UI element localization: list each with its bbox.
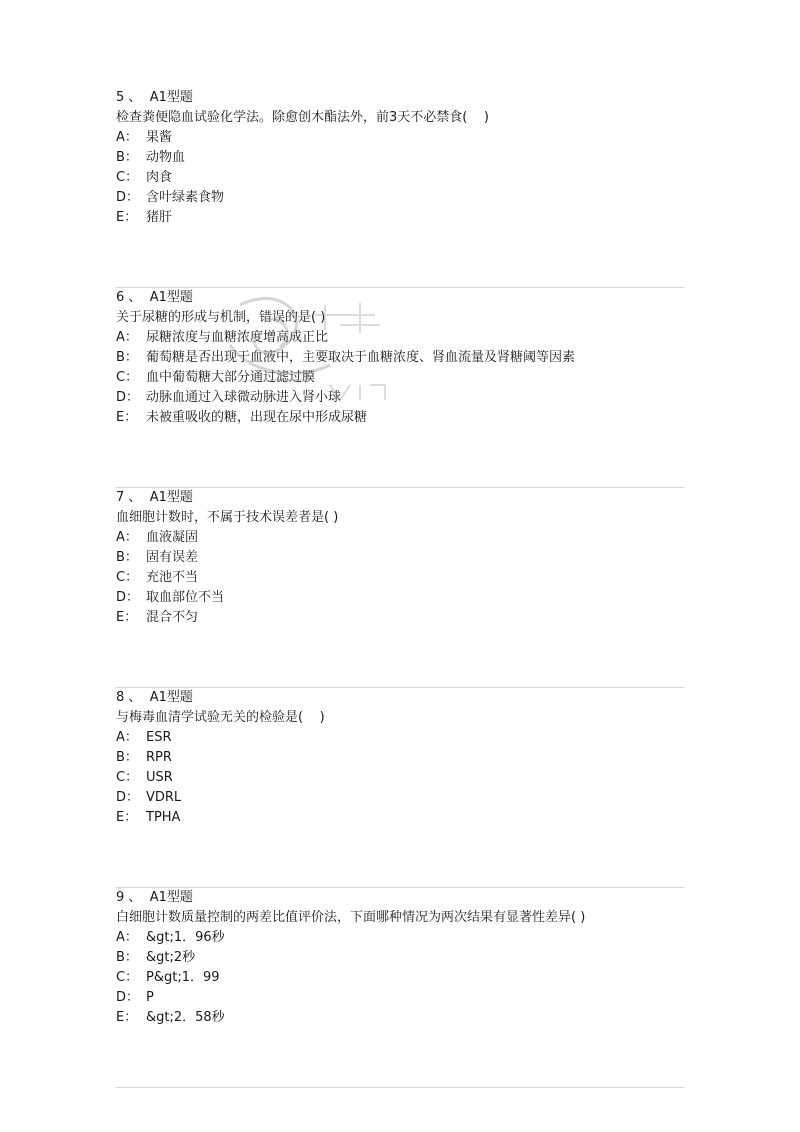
question-separator: 、 [128,90,142,105]
question-number: 9 [116,890,125,905]
option-letter: C： [116,970,139,985]
question-separator: 、 [128,690,142,705]
question-separator: 、 [128,490,142,505]
option-text: RPR [146,750,172,765]
option-b [116,548,224,568]
option-d [116,588,224,608]
option-text: 血液凝固 [146,530,199,545]
question-type: A1型题 [149,90,193,105]
question-text: 检查粪便隐血试验化学法。除愈创木酯法外，前3天不必禁食( ) [116,110,489,125]
option-letter: A： [116,530,138,545]
option-b [116,148,224,168]
option-text: 混合不匀 [146,610,199,625]
option-letter: C： [116,770,139,785]
option-d [116,188,224,208]
option-b [116,948,225,968]
option-list [116,528,224,628]
option-c [116,968,225,988]
question-text: 与梅毒血清学试验无关的检验是( ) [116,710,325,725]
question-header [116,288,193,308]
question-6 [116,288,684,488]
question-type: A1型题 [149,290,193,305]
option-e [116,808,181,828]
option-letter: E： [116,410,138,425]
option-list [116,728,181,828]
option-letter: B： [116,350,138,365]
option-letter: C： [116,370,139,385]
option-text: &gt;2．58秒 [146,1010,225,1025]
option-e [116,608,224,628]
question-number: 6 [116,290,125,305]
option-a [116,128,224,148]
question-text: 血细胞计数时，不属于技术误差者是( ) [116,510,339,525]
option-text: 尿糖浓度与血糖浓度增高成正比 [146,330,329,345]
option-d [116,788,181,808]
option-letter: A： [116,730,138,745]
option-a [116,728,181,748]
question-separator: 、 [128,890,142,905]
question-separator: 、 [128,290,142,305]
option-a [116,528,224,548]
question-9 [116,888,684,1088]
option-text: 取血部位不当 [146,590,225,605]
option-d [116,388,575,408]
option-text: 葡萄糖是否出现于血液中，主要取决于血糖浓度、肾血流量及肾糖阈等因素 [146,350,576,365]
option-text: 肉食 [146,170,173,185]
option-text: 猪肝 [146,210,173,225]
option-letter: D： [116,590,140,605]
option-text: 含叶绿素食物 [146,190,225,205]
option-c [116,568,224,588]
option-a [116,928,225,948]
option-a [116,328,575,348]
question-header [116,688,193,708]
option-text: 血中葡萄糖大部分通过滤过膜 [146,370,316,385]
option-list [116,128,224,228]
question-text: 白细胞计数质量控制的两差比值评价法，下面哪种情况为两次结果有显著性差异( ) [116,910,586,925]
option-letter: E： [116,210,138,225]
option-text: 动脉血通过入球微动脉进入肾小球 [146,390,342,405]
option-b [116,348,575,368]
option-letter: C： [116,570,139,585]
option-letter: B： [116,950,138,965]
option-text: 动物血 [146,150,186,165]
question-type: A1型题 [149,690,193,705]
option-text: P&gt;1．99 [146,970,220,985]
option-e [116,208,224,228]
question-8 [116,688,684,888]
option-letter: E： [116,810,138,825]
option-letter: D： [116,790,140,805]
option-letter: E： [116,610,138,625]
option-c [116,168,224,188]
option-c [116,768,181,788]
question-header [116,488,193,508]
option-letter: E： [116,1010,138,1025]
option-text: TPHA [146,810,181,825]
option-letter: B： [116,150,138,165]
question-type: A1型题 [149,490,193,505]
question-7 [116,488,684,688]
question-header [116,888,193,908]
option-letter: B： [116,550,138,565]
question-number: 7 [116,490,125,505]
question-header [116,88,193,108]
question-type: A1型题 [149,890,193,905]
option-text: VDRL [146,790,182,805]
question-number: 5 [116,90,125,105]
question-5 [116,88,684,288]
option-letter: D： [116,990,140,1005]
option-text: 果酱 [146,130,173,145]
option-e [116,1008,225,1028]
option-letter: D： [116,190,140,205]
question-number: 8 [116,690,125,705]
option-text: ESR [146,730,172,745]
option-c [116,368,575,388]
option-letter: B： [116,750,138,765]
option-e [116,408,575,428]
option-list [116,328,575,428]
option-text: 未被重吸收的糖，出现在尿中形成尿糖 [146,410,368,425]
option-d [116,988,225,1008]
option-list [116,928,225,1028]
question-text: 关于尿糖的形成与机制，错误的是( ) [116,310,326,325]
option-letter: A： [116,930,138,945]
option-b [116,748,181,768]
option-text: USR [146,770,173,785]
option-letter: A： [116,330,138,345]
option-text: P [146,990,154,1005]
option-text: &gt;2秒 [146,950,196,965]
option-text: 固有误差 [146,550,199,565]
option-letter: C： [116,170,139,185]
option-letter: A： [116,130,138,145]
option-text: 充池不当 [146,570,199,585]
option-text: &gt;1．96秒 [146,930,225,945]
option-letter: D： [116,390,140,405]
